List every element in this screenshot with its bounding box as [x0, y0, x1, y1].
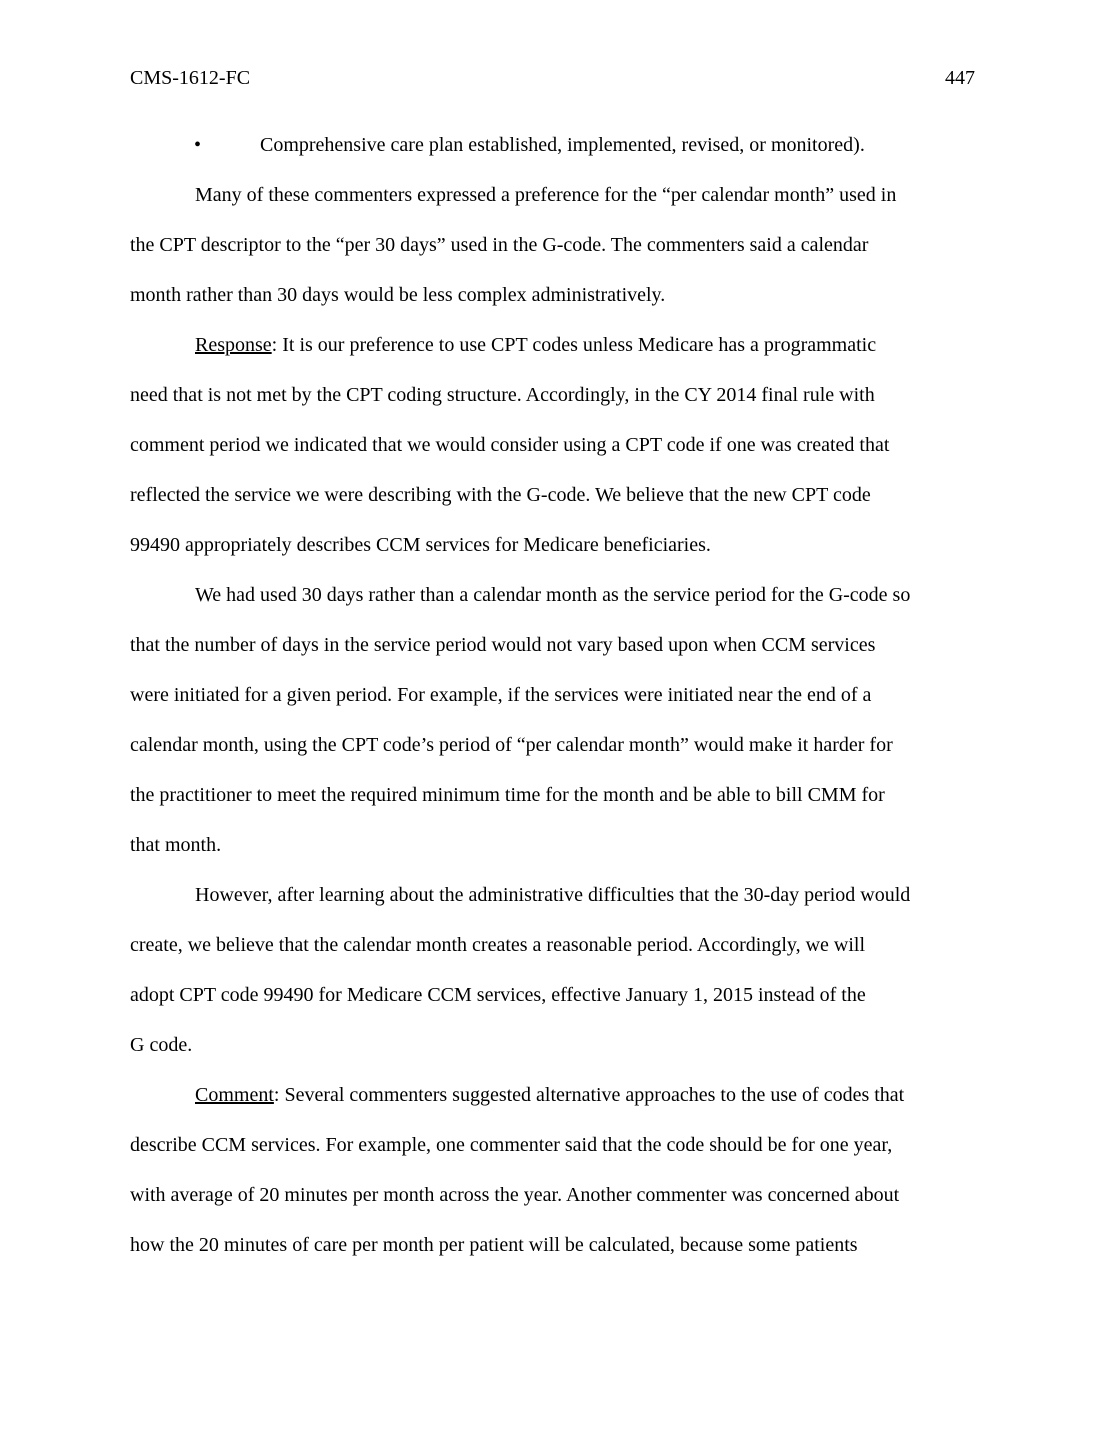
text-line: the practitioner to meet the required minimum time for the month and be able to bill CMM for — [130, 784, 885, 806]
text-line: with average of 20 minutes per month across the year. Another commenter was concerned about — [130, 1184, 900, 1206]
text-line: reflected the service we were describing with the G-code. We believe that the new CPT code — [130, 484, 871, 506]
paragraph-adopt-cpt-code — [130, 880, 975, 1080]
bullet-symbol: • — [194, 134, 202, 156]
text-line: that the number of days in the service period would not vary based upon when CCM services — [130, 634, 876, 656]
text-line: calendar month, using the CPT code’s period of “per calendar month” would make it harder for — [130, 734, 893, 756]
text-line: the CPT descriptor to the “per 30 days” used in the G-code. The commenters said a calendar — [130, 234, 869, 256]
text-line: month rather than 30 days would be less complex administratively. — [130, 284, 666, 306]
paragraph-service-period — [130, 580, 975, 880]
document-id: CMS-1612-FC — [130, 67, 251, 89]
text-line: how the 20 minutes of care per month per patient will be calculated, because some patients — [130, 1234, 858, 1256]
paragraph-response — [130, 330, 975, 580]
bullet-item — [130, 130, 975, 180]
text-line: We had used 30 days rather than a calendar month as the service period for the G-code so — [195, 584, 911, 606]
page-number: 447 — [945, 67, 975, 89]
text-line: create, we believe that the calendar month creates a reasonable period. Accordingly, we will — [130, 934, 866, 956]
text-line: that month. — [130, 834, 222, 856]
text-line — [130, 330, 975, 380]
text-line: adopt CPT code 99490 for Medicare CCM services, effective January 1, 2015 instead of the — [130, 984, 866, 1006]
text-line: need that is not met by the CPT coding structure. Accordingly, in the CY 2014 final rule with — [130, 384, 875, 406]
text-line: Many of these commenters expressed a preference for the “per calendar month” used in — [195, 184, 897, 206]
comment-label: Comment — [195, 1084, 274, 1106]
paragraph-commenters-preference — [130, 180, 975, 330]
bullet-text: Comprehensive care plan established, implemented, revised, or monitored). — [260, 134, 865, 156]
text-span: : Several commenters suggested alternative approaches to the use of codes that — [273, 1084, 905, 1106]
text-line: However, after learning about the administrative difficulties that the 30-day period would — [195, 884, 911, 906]
text-line: comment period we indicated that we would consider using a CPT code if one was created that — [130, 434, 890, 456]
response-label: Response — [195, 334, 272, 356]
document-body — [130, 130, 975, 1280]
text-line: were initiated for a given period. For example, if the services were initiated near the end of a — [130, 684, 872, 706]
paragraph-comment — [130, 1080, 975, 1280]
text-line: 99490 appropriately describes CCM services for Medicare beneficiaries. — [130, 534, 711, 556]
text-line: describe CCM services. For example, one commenter said that the code should be for one year, — [130, 1134, 893, 1156]
text-line — [130, 1080, 975, 1130]
text-line: G code. — [130, 1034, 193, 1056]
text-span: : It is our preference to use CPT codes unless Medicare has a programmatic — [271, 334, 877, 356]
